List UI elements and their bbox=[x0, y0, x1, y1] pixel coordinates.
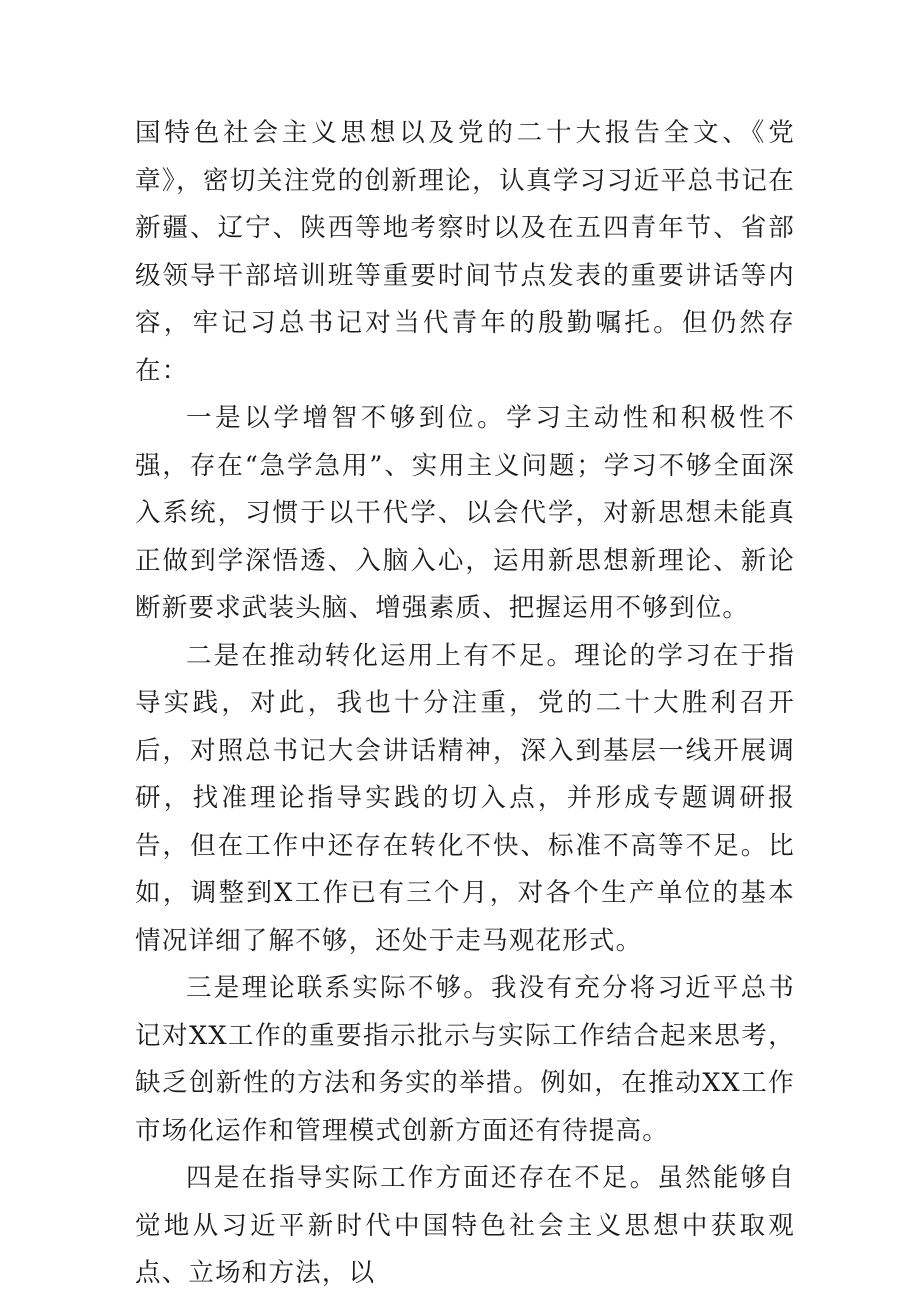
paragraph-point-one: 一是以学增智不够到位。学习主动性和积极性不强，存在“急学急用”、实用主义问题；学习不够全面深入系统，习惯于以干代学、以会代学，对新思想未能真正做到学深悟透、入脑入心，运用新思想新理论、新论断新要求武装头脑、增强素质、把握运用不够到位。 bbox=[135, 403, 795, 623]
paragraph-continuation: 国特色社会主义思想以及党的二十大报告全文、《党章》，密切关注党的创新理论，认真学习习近平总书记在新疆、辽宁、陕西等地考察时以及在五四青年节、省部级领导干部培训班等重要时间节点发表的重要讲话等内容，牢记习总书记对当代青年的殷勤嘱托。但仍然存在： bbox=[135, 118, 795, 386]
paragraph-point-three: 三是理论联系实际不够。我没有充分将习近平总书记对XX工作的重要指示批示与实际工作结合起来思考，缺乏创新性的方法和务实的举措。例如，在推动XX工作市场化运作和管理模式创新方面还有待提高。 bbox=[135, 973, 795, 1146]
document-body bbox=[135, 110, 795, 1298]
paragraph-point-four: 四是在指导实际工作方面还存在不足。虽然能够自觉地从习近平新时代中国特色社会主义思想中获取观点、立场和方法，以 bbox=[135, 1163, 795, 1288]
paragraph-point-two: 二是在推动转化运用上有不足。理论的学习在于指导实践，对此，我也十分注重，党的二十大胜利召开后，对照总书记大会讲话精神，深入到基层一线开展调研，找准理论指导实践的切入点，并形成专题调研报告，但在工作中还存在转化不快、标准不高等不足。比如，调整到X工作已有三个月，对各个生产单位的基本情况详细了解不够，还处于走马观花形式。 bbox=[135, 640, 795, 956]
